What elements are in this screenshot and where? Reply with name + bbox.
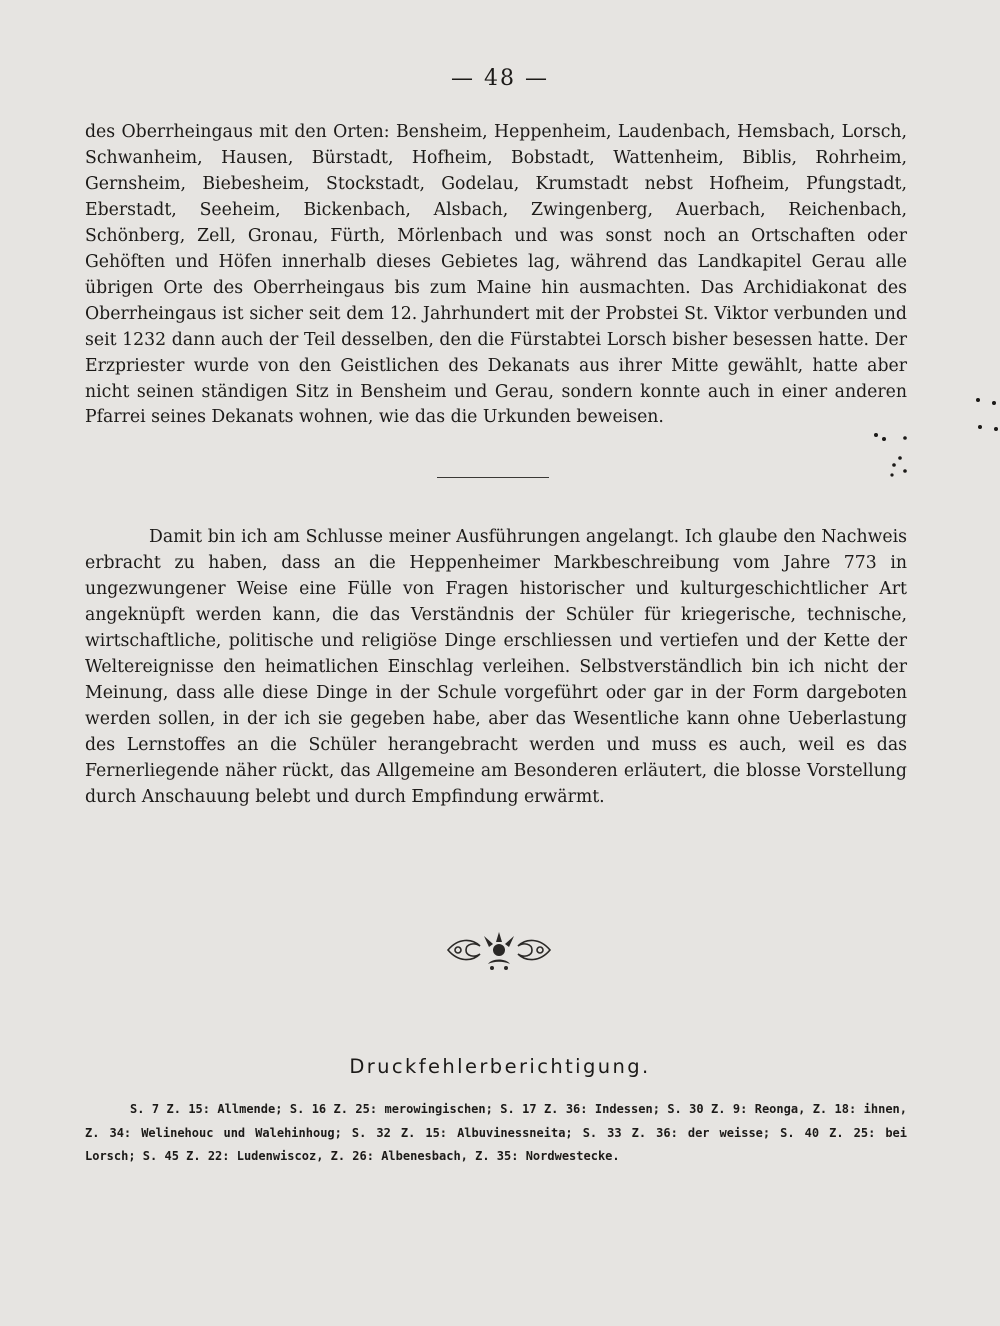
- errata-text: S. 7 Z. 15: Allmende; S. 16 Z. 25: merowingischen; S. 17 Z. 36: Indessen; S. 30 Z. 9: Reonga, Z. 18: ihnen, Z. 34: Welinehouc und Walehinhoug; S. 32 Z. 15: Albuvinessneita; S. 33 Z. 36: der weisse; S. 40 Z. 25: bei Lorsch; S. 45 Z. 22: Ludenwiscoz, Z. 26: Albenesbach, Z. 35: Nordwestecke.: [85, 1102, 907, 1163]
- fleuron-ornament-icon: [444, 928, 554, 972]
- page-number: — 48 —: [451, 66, 549, 91]
- section-divider: [437, 477, 549, 478]
- print-specks: [850, 395, 1000, 485]
- body-paragraph-2: Damit bin ich am Schlusse meiner Ausführungen angelangt. Ich glaube den Nachweis erbracht zu haben, dass an die Heppenheimer Markbeschreibung vom Jahre 773 in ungezwungener Weise eine Fülle von Fragen historischer und kulturgeschichtlicher Art angeknüpft werden kann, die das Verständnis der Schüler für kriegerische, technische, wirtschaftliche, politische und religiöse Dinge erschliessen und vertiefen und der Kette der Weltereignisse den heimatlichen Einschlag verleihen. Selbstverständlich bin ich nicht der Meinung, dass alle diese Dinge in der Schule vorgeführt oder gar in der Form dargeboten werden sollen, in der ich sie gegeben habe, aber das Wesentliche kann ohne Ueberlastung des Lernstoffes an die Schüler herangebracht werden und muss es auch, weil es das Fernerliegende näher rückt, das Allgemeine am Besonderen erläutert, die blosse Vorstellung durch Anschauung belebt und durch Empfindung erwärmt.: [85, 527, 907, 807]
- body-paragraph-1: des Oberrheingaus mit den Orten: Bensheim, Heppenheim, Laudenbach, Hemsbach, Lorsch, Schwanheim, Hausen, Bürstadt, Hofheim, Bobstadt, Wattenheim, Biblis, Rohrheim, Gernsheim, Biebesheim, Stockstadt, Godelau, Krumstadt nebst Hofheim, Pfungstadt, Eberstadt, Seeheim, Bickenbach, Alsbach, Zwingenberg, Auerbach, Reichenbach, Schönberg, Zell, Gronau, Fürth, Mörlenbach und was sonst noch an Ortschaften oder Gehöften und Höfen innerhalb dieses Gebietes lag, während das Landkapitel Gerau alle übrigen Orte des Oberrheingaus bis zum Maine hin ausmachten. Das Archidiakonat des Oberrheingaus ist sicher seit dem 12. Jahrhundert mit der Probstei St. Viktor verbunden und seit 1232 dann auch der Teil desselben, den die Fürstabtei Lorsch bisher besessen hatte. Der Erzpriester wurde von den Geistlichen des Dekanats aus ihrer Mitte gewählt, hatte aber nicht seinen ständigen Sitz in Bensheim und Gerau, sondern konnte auch in einer anderen Pfarrei seines Dekanats wohnen, wie das die Urkunden beweisen.: [85, 122, 907, 428]
- errata-heading: Druckfehlerberichtigung.: [349, 1055, 651, 1078]
